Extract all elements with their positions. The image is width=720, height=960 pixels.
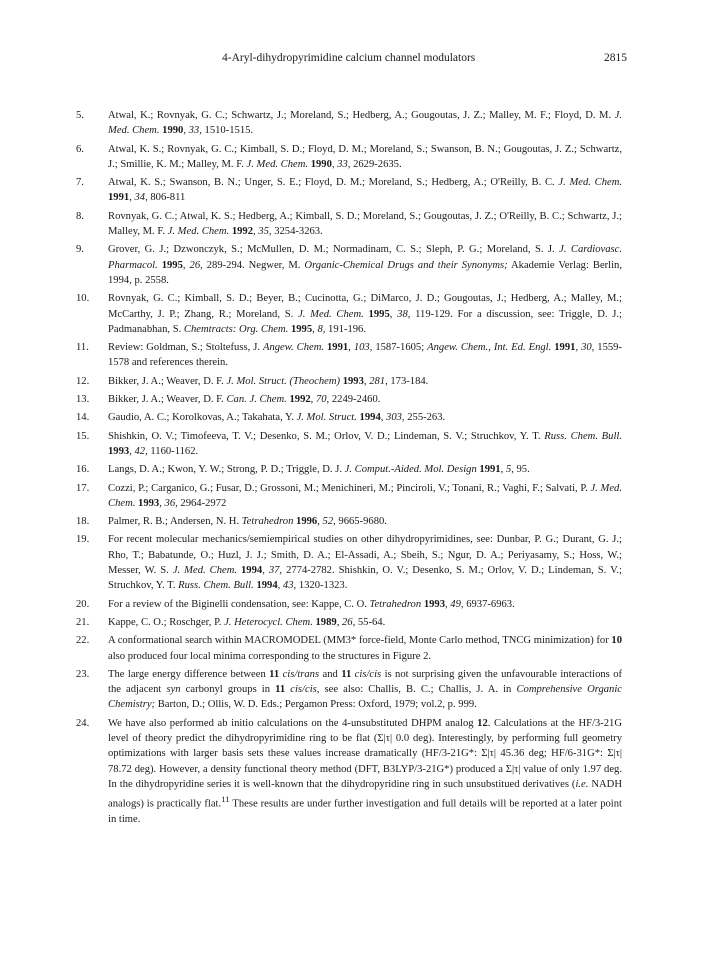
reference-segment: , — [363, 375, 370, 387]
reference-number: 10. — [76, 293, 90, 305]
reference-segment: Tetrahedron — [241, 516, 294, 528]
reference-segment: Russ. Chem. Bull. — [544, 430, 622, 442]
reference-segment: Atwal, K. S.; Swanson, B. N.; Unger, S. E.; Floyd, D. M.; Moreland, S.; Hedberg, A.; O'Reilly, B. C. — [108, 177, 559, 189]
reference-number: 8. — [76, 210, 84, 222]
reference-segment: 1996 — [296, 516, 318, 528]
reference-item — [0, 392, 720, 407]
reference-number: 11. — [76, 342, 89, 354]
reference-segment: 1994 — [241, 565, 263, 577]
reference-segment: Review: Goldman, S.; Stoltefuss, J. — [108, 342, 263, 354]
reference-item — [0, 142, 720, 173]
reference-segment: , 95. — [511, 464, 530, 476]
reference-segment: J. Heterocycl. Chem. — [224, 616, 313, 628]
reference-segment: Gaudio, A. C.; Korolkovas, A.; Takahata, Y. — [108, 412, 297, 424]
reference-segment: , — [389, 308, 398, 320]
reference-item — [0, 429, 720, 460]
reference-item — [0, 374, 720, 389]
reference-number: 17. — [76, 482, 90, 494]
reference-segment: NADH analogs) is practically flat. — [108, 778, 622, 810]
reference-item — [0, 633, 720, 664]
reference-segment: 10 — [611, 635, 622, 647]
reference-item — [0, 532, 720, 593]
reference-segment: Kappe, C. O.; Roschger, P. — [108, 616, 225, 628]
reference-segment: , 6937-6963. — [460, 598, 515, 610]
reference-segment: Angew. Chem., Int. Ed. Engl. — [427, 342, 552, 354]
reference-segment: i.e. — [575, 778, 589, 790]
reference-segment: , 9665-9680. — [333, 516, 387, 528]
reference-segment: J. Mol. Struct. — [296, 412, 357, 424]
reference-segment: , 1160-1162. — [145, 445, 199, 457]
reference-segment: 281 — [369, 375, 386, 387]
reference-item — [0, 175, 720, 206]
reference-text — [108, 514, 622, 529]
reference-segment: J. Med. Chem. — [558, 177, 622, 189]
reference-number: 24. — [76, 717, 90, 729]
reference-segment: 42 — [134, 445, 146, 457]
reference-item — [0, 462, 720, 477]
reference-segment: 303 — [386, 412, 402, 424]
reference-segment: , — [380, 412, 387, 424]
reference-segment: also produced four local minima corresponding to the structures in Figure 2. — [108, 650, 432, 662]
reference-segment: 36 — [164, 497, 176, 509]
running-header — [0, 52, 720, 70]
reference-segment: Barton, D.; Ollis, W. D. Eds.; Pergamon Press: Oxford, 1979; vol.2, p. 999. — [155, 699, 477, 711]
reference-segment: J. Med. Chem. — [246, 158, 309, 170]
reference-number: 23. — [76, 668, 90, 680]
reference-text — [108, 532, 622, 593]
reference-segment: 1993 — [138, 497, 160, 509]
reference-number: 22. — [76, 635, 90, 647]
reference-segment: 1991 — [327, 342, 349, 354]
reference-segment: J. Med. Chem. — [167, 226, 230, 238]
reference-item — [0, 410, 720, 425]
reference-text — [108, 291, 622, 337]
reference-segment: Rovnyak, G. C.; Atwal, K. S.; Hedberg, A.; Kimball, S. D.; Moreland, S.; Gougoutas, J. Z.; O'Reilly, B. C.; Schwartz, J.; Malley, M. F. — [108, 210, 622, 238]
reference-number: 13. — [76, 394, 90, 406]
reference-segment: J. Comput.-Aided. Mol. Design — [344, 464, 477, 476]
reference-number: 21. — [76, 616, 90, 628]
reference-segment: and — [319, 668, 342, 680]
reference-segment: , — [317, 516, 323, 528]
reference-segment: 70 — [315, 394, 327, 406]
reference-text — [108, 392, 622, 407]
reference-segment: , 255-263. — [401, 412, 446, 424]
reference-segment: Russ. Chem. Bull. — [178, 580, 254, 592]
reference-number: 15. — [76, 430, 90, 442]
reference-segment: 11 — [275, 684, 286, 696]
reference-segment: 30 — [581, 342, 592, 354]
reference-segment: , — [129, 445, 135, 457]
reference-item — [0, 340, 720, 371]
reference-number: 19. — [76, 534, 90, 546]
reference-segment: 5 — [505, 464, 512, 476]
reference-item — [0, 108, 720, 139]
reference-segment: Bikker, J. A.; Weaver, D. F. — [108, 375, 227, 387]
reference-segment: 1993 — [342, 375, 364, 387]
reference-segment: Rovnyak, G. C.; Kimball, S. D.; Beyer, B.; Cucinotta, G.; DiMarco, J. D.; Gougoutas, J.; Hedberg, A.; Malley, M.; McCarthy, J. P.; Zhang, R.; Moreland, S. — [108, 293, 622, 320]
reference-segment: cis/cis — [290, 684, 317, 696]
reference-list — [0, 108, 720, 830]
reference-segment: Chemtracts: Org. Chem. — [183, 323, 289, 335]
reference-segment: 1991 — [554, 342, 576, 354]
reference-text — [108, 374, 622, 389]
reference-segment: , — [159, 497, 165, 509]
reference-segment: , 1510-1515. — [199, 125, 254, 137]
reference-item — [0, 597, 720, 612]
reference-segment: is not surprising given the unfavourable interactions of the adjacent — [108, 668, 623, 696]
reference-segment: , 55-64. — [352, 616, 386, 628]
page-number: 2815 — [604, 52, 627, 64]
reference-segment: , — [253, 226, 259, 238]
reference-segment: 12 — [477, 717, 488, 729]
reference-segment: J. Med. Chem. — [108, 482, 622, 509]
reference-segment: 1994 — [359, 412, 381, 424]
reference-item — [0, 667, 720, 713]
reference-segment: 34 — [134, 192, 146, 204]
reference-text — [108, 429, 622, 460]
reference-segment: , 173-184. — [385, 375, 429, 387]
reference-segment: , — [575, 342, 582, 354]
reference-segment: Shishkin, O. V.; Timofeeva, T. V.; Desenko, S. M.; Orlov, V. D.; Lindeman, S. V.; Struchkov, Y. T. — [108, 430, 545, 442]
reference-segment: Atwal, K. S.; Rovnyak, G. C.; Kimball, S. D.; Floyd, D. M.; Moreland, S.; Swanson, B. N.; Gougoutas, J. Z.; Schwartz, J.; Smillie, K. M.; Malley, M. F. — [108, 143, 622, 170]
reference-segment: , — [336, 616, 342, 628]
reference-segment: Organic-Chemical Drugs and their Synonyms; — [304, 259, 508, 271]
reference-segment: 1992 — [289, 394, 311, 406]
reference-segment: J. Cardiovasc. Pharmacol. — [108, 244, 622, 271]
reference-number: 6. — [76, 143, 84, 155]
reference-text — [108, 462, 622, 477]
reference-segment: , — [182, 259, 190, 271]
reference-segment: Grover, G. J.; Dzwonczyk, S.; McMullen, D. M.; Normadinam, C. S.; Sleph, P. G.; Moreland, S. J. — [108, 244, 560, 256]
reference-segment: For a review of the Biginelli condensation, see: Kappe, C. O. — [108, 598, 370, 610]
reference-segment: 1991 — [108, 192, 130, 204]
reference-segment: 1995 — [290, 323, 313, 335]
reference-segment: , — [310, 394, 316, 406]
reference-segment: 1995 — [368, 308, 390, 320]
reference-item — [0, 716, 720, 828]
reference-text — [108, 716, 622, 828]
reference-segment: , — [277, 580, 283, 592]
reference-segment: 26 — [189, 259, 201, 271]
reference-segment: Akademie Verlag: Berlin, 1994, p. 2558. — [108, 259, 623, 286]
reference-item — [0, 291, 720, 337]
reference-item — [0, 514, 720, 529]
running-title: 4-Aryl-dihydropyrimidine calcium channel modulators — [222, 52, 476, 64]
reference-segment: Atwal, K.; Rovnyak, G. C.; Schwartz, J.; Moreland, S.; Hedberg, A.; Gougoutas, J. Z.; Malley, M. F.; Floyd, D. M. — [108, 110, 615, 121]
reference-segment: , 119-129. For a discussion, see: Triggle, D. J.; Padmanabhan, S. — [108, 308, 623, 335]
reference-segment: 33 — [188, 125, 200, 137]
reference-segment: J. Med. Chem. — [298, 308, 364, 320]
reference-segment: , 191-196. — [322, 323, 366, 335]
reference-segment: 1993 — [423, 598, 445, 610]
reference-segment: For recent molecular mechanics/semiempirical studies on other dihydropyrimidines, see: Dunbar, P. G.; Durant, G. J.; Rho, T.; Babatunde, O.; Huzl, J. J.; Smith, D. A.; El-Assadi, A.; Sbeih, S.; Ngur, D. A.; Periyasamy, S.; Hoss, W.; Messer, W. S. — [108, 534, 622, 577]
reference-number: 18. — [76, 516, 90, 528]
reference-segment: , 289-294. Negwer, M. — [200, 259, 305, 271]
reference-item — [0, 481, 720, 512]
reference-segment: 1993 — [108, 445, 130, 457]
reference-segment: Palmer, R. B.; Andersen, N. H. — [108, 516, 242, 528]
reference-segment: , — [312, 323, 318, 335]
reference-segment: Langs, D. A.; Kwon, Y. W.; Strong, P. D.; Triggle, D. J. — [108, 464, 345, 476]
reference-segment: 1995 — [161, 259, 183, 271]
reference-text — [108, 633, 622, 664]
reference-segment: , — [348, 342, 354, 354]
reference-segment: syn — [166, 684, 181, 696]
reference-text — [108, 597, 622, 612]
reference-segment: , 2249-2460. — [326, 394, 381, 406]
reference-segment: These results are under further investigation and full details will be reported at a later point in time. — [108, 798, 622, 825]
reference-segment: 35 — [258, 226, 269, 238]
reference-segment: carbonyl groups in — [180, 684, 276, 696]
reference-segment: 1990 — [162, 125, 184, 137]
reference-text — [108, 410, 622, 425]
reference-segment: 26 — [341, 616, 353, 628]
reference-segment: We have also performed ab initio calculations on the 4-unsubstituted DHPM analog — [108, 717, 478, 729]
reference-segment: 52 — [322, 516, 334, 528]
reference-segment: 33 — [337, 158, 348, 170]
reference-segment: 1989 — [315, 616, 337, 628]
reference-segment: 49 — [450, 598, 461, 610]
reference-segment: 1994 — [256, 580, 278, 592]
reference-segment: Angew. Chem. — [262, 342, 325, 354]
reference-segment: , 1320-1323. — [293, 580, 348, 592]
reference-segment: , 1559-1578 and references therein. — [108, 342, 622, 369]
reference-text — [108, 209, 622, 240]
reference-segment: J. Mol. Struct. (Theochem) — [226, 375, 341, 387]
reference-segment: Cozzi, P.; Carganico, G.; Fusar, D.; Grossoni, M.; Menichineri, M.; Pinciroli, V.; Tonani, R.; Vaghi, F.; Salvati, P. — [108, 482, 591, 494]
reference-segment: Tetrahedron — [369, 598, 422, 610]
reference-number: 14. — [76, 412, 90, 424]
reference-segment: , 3254-3263. — [268, 226, 323, 238]
reference-segment: , — [183, 125, 189, 137]
reference-number: 5. — [76, 110, 84, 121]
reference-segment: , — [331, 158, 338, 170]
reference-segment: J. Med. Chem. — [108, 110, 622, 137]
reference-segment: , — [445, 598, 451, 610]
reference-segment: , 1587-1605; — [369, 342, 428, 354]
reference-segment: , 2629-2635. — [347, 158, 402, 170]
reference-text — [108, 175, 622, 206]
reference-segment: 1990 — [310, 158, 332, 170]
reference-segment: 103 — [353, 342, 370, 354]
reference-number: 9. — [76, 244, 84, 256]
reference-segment: Can. J. Chem. — [226, 394, 287, 406]
reference-segment: A conformational search within MACROMODEL (MM3* force-field, Monte Carlo method, TNCG minimization) for — [108, 635, 612, 647]
reference-segment: 43 — [282, 580, 294, 592]
reference-segment: , 2774-2782. Shishkin, O. V.; Desenko, S. M.; Orlov, V. D.; Lindeman, S. V.; Struchkov, Y. T. — [108, 565, 622, 592]
reference-item — [0, 242, 720, 288]
reference-text — [108, 615, 622, 630]
reference-segment: J. Med. Chem. — [172, 565, 237, 577]
reference-text — [108, 481, 622, 512]
reference-segment: 11 — [341, 668, 352, 680]
reference-number: 12. — [76, 375, 90, 387]
reference-number: 7. — [76, 177, 84, 189]
reference-segment: 8 — [317, 323, 323, 335]
reference-segment: Bikker, J. A.; Weaver, D. F. — [108, 394, 227, 406]
reference-number: 20. — [76, 598, 90, 610]
reference-segment: 11 — [269, 668, 280, 680]
reference-segment: . Calculations at the HF/3-21G level of theory predict the dihydropyrimidine ring to be flat (Σ|τ| 0.0 deg). Interestingly, by performing full geometry optimizations with larger basis sets these values increase dramatically (HF/3-21G*: Σ|τ| 45.36 deg; HF/6-31G*: Σ|τ| 78.72 deg). However, a density functional theory method (DFT, B3LYP/3-21G*) produced a Σ|τ| value of only 1.97 deg. In the dihydropyridine series it is well-known that the dihydropyridine ring in such unsubstitued derivatives ( — [108, 717, 622, 790]
reference-segment: 38 — [397, 308, 408, 320]
reference-segment: cis/cis — [354, 668, 382, 680]
reference-text — [108, 242, 622, 288]
reference-segment: Comprehensive Organic Chemistry; — [108, 684, 622, 711]
reference-text — [108, 667, 622, 713]
reference-segment: 37 — [268, 565, 280, 577]
reference-segment: , — [129, 192, 135, 204]
reference-segment: , see also: Challis, B. C.; Challis, J. A. in — [316, 684, 517, 696]
reference-segment: , 806-811 — [145, 192, 186, 204]
reference-segment: 1991 — [479, 464, 501, 476]
reference-text — [108, 340, 622, 371]
reference-number: 16. — [76, 464, 90, 476]
reference-segment: , — [500, 464, 506, 476]
reference-segment: cis/trans — [282, 668, 320, 680]
reference-text — [108, 108, 622, 139]
reference-segment: 11 — [221, 794, 230, 805]
reference-item — [0, 615, 720, 630]
reference-segment: 1992 — [231, 226, 253, 238]
reference-item — [0, 209, 720, 240]
reference-segment: , — [262, 565, 269, 577]
reference-text — [108, 142, 622, 173]
reference-segment: The large energy difference between — [108, 668, 270, 680]
reference-segment: , 2964-2972 — [175, 497, 227, 509]
